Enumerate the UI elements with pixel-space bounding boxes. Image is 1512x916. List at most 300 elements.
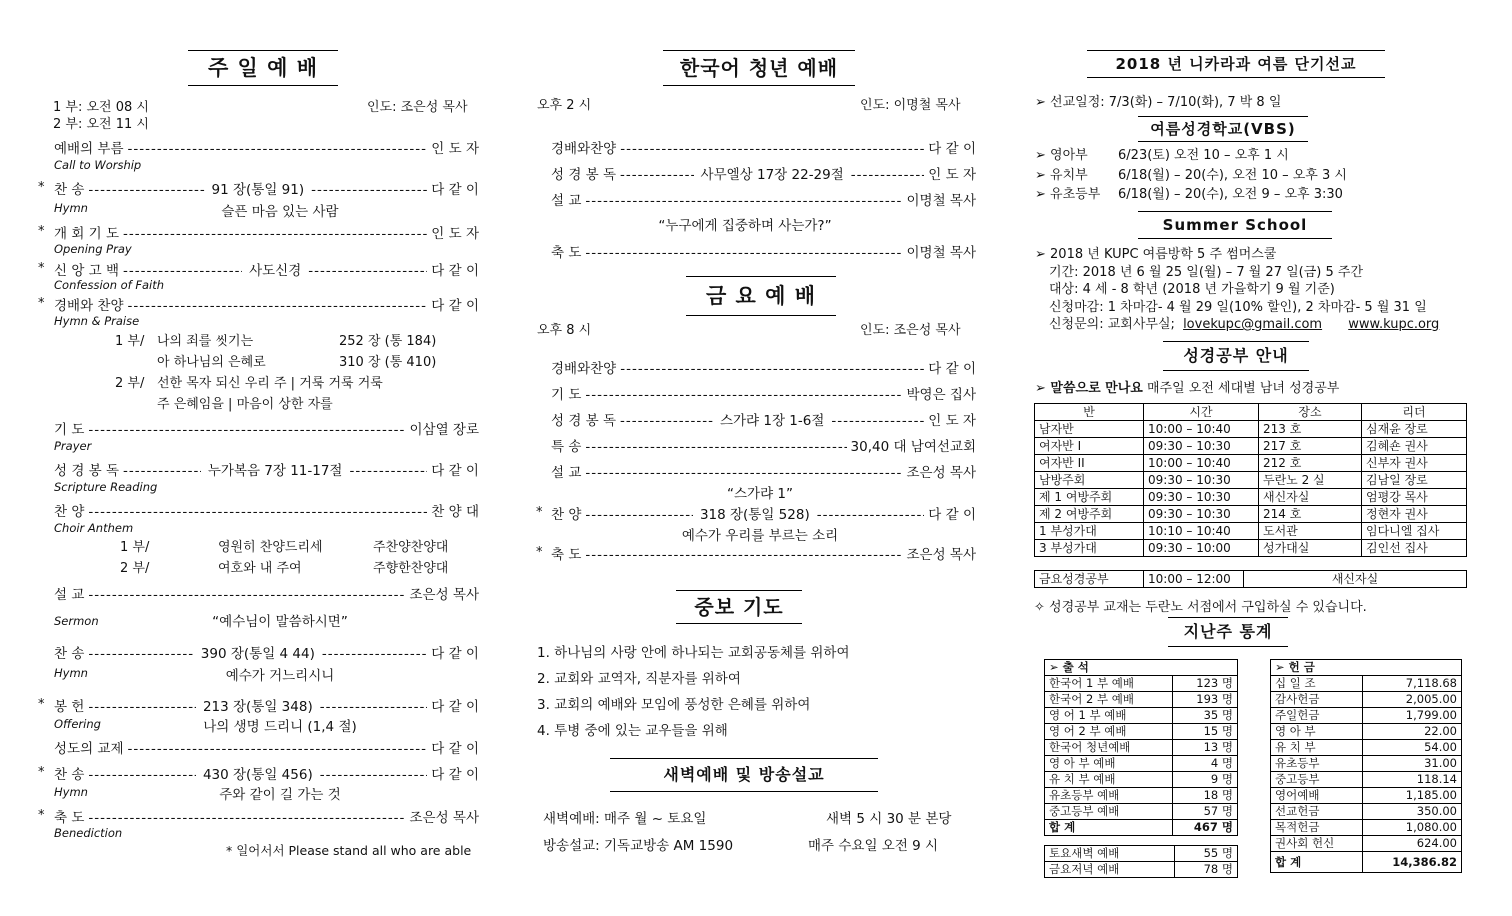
- dash-leader: [585, 193, 902, 209]
- praise-row: [115, 331, 436, 352]
- attendance-row: [1045, 862, 1238, 878]
- attendance-count: 467 명: [1172, 820, 1237, 836]
- praise-hymn-number: 252 장 (통 184): [339, 334, 437, 349]
- table-cell: 09:30 – 10:30: [1144, 489, 1259, 506]
- order-person: 인 도 자: [431, 226, 479, 242]
- praise-song: 주 은혜임을 | 마음이 상한 자를: [157, 397, 333, 412]
- arrow-icon: ➢: [1035, 247, 1051, 262]
- required-stand-icon: *: [38, 180, 45, 195]
- order-row: [551, 383, 976, 403]
- order-person: 박영은 집사: [906, 387, 976, 403]
- table-cell: 212 호: [1259, 455, 1362, 472]
- table-row: [1035, 540, 1467, 557]
- order-row: [54, 737, 479, 757]
- choir-part: 2 부/: [120, 561, 150, 576]
- required-stand-icon: *: [38, 296, 45, 311]
- table-cell: 남자반: [1035, 421, 1144, 438]
- summer-contact: 신청문의: 교회사무실;: [1049, 317, 1175, 332]
- offering-label: 유초등부: [1271, 756, 1363, 772]
- order-person: 다 같 이: [431, 182, 479, 198]
- order-subtitle: 슬픈 마음 있는 사람: [221, 204, 339, 220]
- offering-amount: 1,185.00: [1362, 788, 1461, 804]
- order-person: 찬 양 대: [431, 504, 479, 520]
- offering-label: 유 치 부: [1271, 740, 1363, 756]
- dash-leader: [349, 463, 427, 479]
- offering-row: [1271, 788, 1462, 804]
- dash-leader: [88, 504, 427, 520]
- diamond-icon: ✧: [1034, 600, 1050, 615]
- table-cell: 남방주회: [1035, 472, 1144, 489]
- choir-group: 주향한찬양대: [373, 561, 449, 576]
- order-label: 축 도: [54, 810, 85, 826]
- order-person: 조은성 목사: [906, 465, 976, 481]
- order-subtitle: “예수님이 말씀하시면”: [212, 614, 348, 630]
- order-detail: 누가복음 7장 11-17절: [207, 463, 343, 479]
- order-person: 조은성 목사: [906, 547, 976, 563]
- table-cell: 09:30 – 10:30: [1144, 438, 1259, 455]
- attendance-extra-table: [1044, 845, 1238, 878]
- youth-sermon-title: “누구에게 집중하며 사는가?”: [658, 218, 832, 234]
- table-cell: 09:30 – 10:30: [1144, 472, 1259, 489]
- dash-leader: [123, 263, 242, 279]
- sunday-title: 주 일 예 배: [188, 50, 338, 86]
- offering-title: 헌 금: [1288, 660, 1315, 674]
- order-person: 30,40 대 남여선교회: [850, 439, 976, 455]
- offering-row: [1271, 724, 1462, 740]
- offering-amount: 54.00: [1362, 740, 1461, 756]
- arrow-icon: ➢: [1035, 95, 1051, 110]
- table-row: [1035, 506, 1467, 523]
- order-row: [54, 642, 479, 662]
- attendance-label: 금요저녁 예배: [1045, 862, 1175, 878]
- dawn-title: 새벽예배 및 방송설교: [610, 758, 878, 792]
- order-label: 경배와 찬양: [54, 298, 124, 314]
- english-label: Hymn: [54, 666, 88, 680]
- arrow-icon: ➢: [1035, 167, 1051, 183]
- vbs-item: [1035, 185, 1347, 205]
- required-stand-icon: *: [38, 697, 45, 712]
- order-label: 예배의 부름: [54, 141, 124, 157]
- order-person: 다 같 이: [431, 699, 479, 715]
- attendance-row: [1045, 772, 1238, 788]
- attendance-row: [1045, 820, 1238, 836]
- english-label: Hymn & Praise: [54, 314, 140, 328]
- table-header: 시간: [1144, 404, 1259, 421]
- order-label: 성 경 봉 독: [551, 413, 617, 429]
- vbs-title: 여름성경학교(VBS): [1138, 116, 1308, 142]
- table-cell: 213 호: [1259, 421, 1362, 438]
- order-row: [54, 695, 479, 715]
- bible-subtitle-text: 매주일 오전 세대별 남녀 성경공부: [1147, 381, 1340, 396]
- table-row: [1035, 489, 1467, 506]
- friday-time: 10:00 – 12:00: [1144, 571, 1244, 588]
- intercession-list: [537, 640, 850, 744]
- order-subtitle: 예수가 거느리시니: [225, 668, 335, 684]
- dash-leader: [585, 387, 902, 403]
- english-label: Prayer: [54, 439, 92, 453]
- attendance-row: [1045, 708, 1238, 724]
- table-cell: 10:00 – 10:40: [1144, 421, 1259, 438]
- order-detail: 스가랴 1장 1-6절: [719, 413, 825, 429]
- choir-part: 1 부/: [120, 540, 150, 555]
- standing-note: * 일어서서 Please stand all who are able: [226, 843, 472, 858]
- vbs-item: [1035, 166, 1347, 186]
- table-cell: 도서관: [1259, 523, 1362, 540]
- order-person: 조은성 목사: [409, 587, 479, 603]
- order-row: [551, 241, 976, 261]
- vbs-dept: 유초등부: [1050, 187, 1101, 202]
- order-detail: 318 장(통일 528): [699, 507, 810, 523]
- attendance-label: 토요새벽 예배: [1045, 846, 1175, 862]
- dash-leader: [88, 182, 204, 198]
- offering-amount: 1,799.00: [1362, 708, 1461, 724]
- table-cell: 김인선 집사: [1362, 540, 1467, 557]
- dash-leader: [128, 141, 428, 157]
- table-cell: 엄평강 목사: [1362, 489, 1467, 506]
- order-row: [54, 178, 479, 198]
- attendance-row: [1045, 804, 1238, 820]
- dash-leader: [88, 699, 196, 715]
- praise-song: 나의 죄를 씻기는: [157, 334, 254, 349]
- order-person: 이삼열 장로: [409, 422, 479, 438]
- bible-note: [1034, 596, 1367, 615]
- table-cell: 1 부성가대: [1035, 523, 1144, 540]
- english-label: Opening Pray: [54, 242, 132, 256]
- attendance-count: 15 명: [1172, 724, 1237, 740]
- table-header: 장소: [1259, 404, 1362, 421]
- attendance-row: [1045, 692, 1238, 708]
- dash-leader: [128, 741, 428, 757]
- table-row: [1035, 523, 1467, 540]
- order-person: 다 같 이: [431, 298, 479, 314]
- order-detail: 213 장(통일 348): [202, 699, 313, 715]
- prayer-item: 4. 투병 중에 있는 교우들을 위해: [537, 723, 728, 739]
- offering-label: 권사회 헌신: [1271, 836, 1363, 852]
- vbs-date: 6/23(토) 오전 10 – 오후 1 시: [1118, 148, 1289, 163]
- offering-label: 선교헌금: [1271, 804, 1363, 820]
- offering-label: 중고등부: [1271, 772, 1363, 788]
- english-label: Hymn: [54, 785, 88, 799]
- dash-leader: [88, 767, 196, 783]
- order-person: 이명철 목사: [906, 245, 976, 261]
- mission-schedule: [1035, 91, 1281, 110]
- choir-song: 영원히 찬양드리세: [218, 540, 323, 555]
- attendance-count: 78 명: [1175, 862, 1238, 878]
- attendance-row: [1045, 846, 1238, 862]
- dash-leader: [88, 422, 405, 438]
- english-label: Scripture Reading: [54, 480, 158, 494]
- dash-leader: [620, 167, 694, 183]
- praise-row: [115, 373, 436, 394]
- praise-song: 아 하나님의 은혜로: [157, 355, 266, 370]
- summer-web-link[interactable]: www.kupc.org: [1348, 317, 1440, 332]
- attendance-title: 출 석: [1062, 660, 1089, 674]
- dash-leader: [320, 699, 428, 715]
- table-cell: 제 2 여방주회: [1035, 506, 1144, 523]
- intercession-title: 중보 기도: [676, 590, 802, 624]
- attendance-table: [1044, 659, 1238, 836]
- order-detail: 430 장(통일 456): [202, 767, 313, 783]
- offering-label: 영 아 부: [1271, 724, 1363, 740]
- table-cell: 09:30 – 10:30: [1144, 506, 1259, 523]
- order-label: 봉 헌: [54, 699, 85, 715]
- praise-list: [115, 331, 436, 415]
- bible-subtitle-bold: 말씀으로 만나요: [1050, 381, 1143, 396]
- dash-leader: [585, 465, 902, 481]
- order-label: 설 교: [551, 193, 582, 209]
- english-label: Choir Anthem: [54, 521, 134, 535]
- offering-row: [1271, 756, 1462, 772]
- dawn-schedule: 새벽예배: 매주 월 ~ 토요일: [543, 811, 707, 827]
- order-person: 다 같 이: [431, 263, 479, 279]
- vbs-list: [1035, 146, 1347, 205]
- summer-head: 2018 년 KUPC 여름방학 5 주 썸머스쿨: [1050, 247, 1277, 262]
- table-cell: 김혜숀 권사: [1362, 438, 1467, 455]
- order-row: [551, 543, 976, 563]
- summer-email-link[interactable]: lovekupc@gmail.com: [1183, 317, 1323, 332]
- attendance-label: 영 어 2 부 예배: [1045, 724, 1173, 740]
- attendance-row: [1045, 676, 1238, 692]
- required-stand-icon: *: [38, 224, 45, 239]
- attendance-count: 123 명: [1172, 676, 1237, 692]
- vbs-dept: 유치부: [1050, 167, 1088, 183]
- broadcast-time: 매주 수요일 오전 9 시: [808, 838, 939, 854]
- dash-leader: [88, 587, 405, 603]
- order-row: [54, 222, 479, 242]
- required-stand-icon: *: [38, 765, 45, 780]
- attendance-label: 영 어 1 부 예배: [1045, 708, 1173, 724]
- offering-amount: 350.00: [1362, 804, 1461, 820]
- attendance-row: [1045, 724, 1238, 740]
- table-cell: 임다니엘 집사: [1362, 523, 1467, 540]
- order-row: [551, 503, 976, 523]
- order-row: [551, 189, 976, 209]
- dash-leader: [322, 646, 427, 662]
- order-row: [551, 435, 976, 455]
- dash-leader: [851, 167, 925, 183]
- table-cell: 여자반 II: [1035, 455, 1144, 472]
- order-label: 특 송: [551, 439, 582, 455]
- order-person: 다 같 이: [431, 767, 479, 783]
- friday-place: 새신자실: [1244, 571, 1467, 588]
- offering-row: [1271, 692, 1462, 708]
- dash-leader: [123, 226, 427, 242]
- english-label: Hymn: [54, 201, 88, 215]
- table-cell: 09:30 – 10:00: [1144, 540, 1259, 557]
- dash-leader: [311, 182, 427, 198]
- order-row: [551, 357, 976, 377]
- attendance-count: 35 명: [1172, 708, 1237, 724]
- vbs-date: 6/18(월) – 20(수), 오전 9 – 오후 3:30: [1118, 187, 1343, 202]
- dash-leader: [585, 547, 902, 563]
- friday-hymn-name: 예수가 우리를 부르는 소리: [681, 528, 839, 544]
- attendance-count: 55 명: [1175, 846, 1238, 862]
- attendance-label: 유 치 부 예배: [1045, 772, 1173, 788]
- order-row: [551, 409, 976, 429]
- table-cell: 10:00 – 10:40: [1144, 455, 1259, 472]
- praise-row: [115, 394, 436, 415]
- summer-info: [1035, 246, 1439, 334]
- table-cell: 3 부성가대: [1035, 540, 1144, 557]
- order-person: 인 도 자: [928, 413, 976, 429]
- mission-schedule-text: 선교일정: 7/3(화) – 7/10(화), 7 박 8 일: [1050, 95, 1282, 110]
- order-label: 성 경 봉 독: [551, 167, 617, 183]
- summer-period: 기간: 2018 년 6 월 25 일(월) – 7 월 27 일(금) 5 주간: [1049, 264, 1364, 280]
- arrow-icon: ➢: [1035, 187, 1051, 202]
- sunday-time-1: 1 부: 오전 08 시: [53, 100, 149, 115]
- attendance-row: [1045, 756, 1238, 772]
- table-cell: 신부자 권사: [1362, 455, 1467, 472]
- order-label: 기 도: [54, 422, 85, 438]
- table-row: [1035, 455, 1467, 472]
- english-label: Offering: [54, 717, 101, 731]
- friday-sermon-title: “스가랴 1”: [727, 486, 793, 502]
- order-label: 축 도: [551, 547, 582, 563]
- attendance-row: [1045, 788, 1238, 804]
- attendance-count: 193 명: [1172, 692, 1237, 708]
- order-row: [54, 763, 479, 783]
- sunday-time-2: 2 부: 오전 11 시: [53, 117, 149, 132]
- attendance-count: 13 명: [1172, 740, 1237, 756]
- prayer-item: 3. 교회의 예배와 모임에 풍성한 은혜를 위하여: [537, 697, 811, 713]
- dash-leader: [320, 767, 428, 783]
- friday-bible-table: [1034, 570, 1467, 588]
- attendance-row: [1045, 740, 1238, 756]
- choir-list: [120, 537, 448, 579]
- praise-row: [115, 352, 436, 373]
- offering-label: 십 일 조: [1271, 676, 1363, 692]
- order-row: [54, 294, 479, 314]
- stats-title: 지난주 통계: [1168, 617, 1288, 647]
- table-cell: 정현자 권사: [1362, 506, 1467, 523]
- friday-class: 금요성경공부: [1035, 571, 1144, 588]
- mission-title: 2018 년 니카라과 여름 단기선교: [1087, 50, 1385, 78]
- order-person: 다 같 이: [928, 361, 976, 377]
- dash-leader: [620, 361, 924, 377]
- dash-leader: [123, 463, 201, 479]
- attendance-count: 4 명: [1172, 756, 1237, 772]
- order-person: 다 같 이: [431, 646, 479, 662]
- order-person: 다 같 이: [431, 463, 479, 479]
- broadcast-station: 방송설교: 기독교방송 AM 1590: [543, 838, 734, 854]
- dash-leader: [831, 413, 924, 429]
- table-cell: 심재윤 장로: [1362, 421, 1467, 438]
- dash-leader: [308, 263, 427, 279]
- friday-title: 금 요 예 배: [686, 276, 836, 316]
- order-person: 다 같 이: [928, 141, 976, 157]
- order-row: [54, 806, 479, 826]
- attendance-count: 57 명: [1172, 804, 1237, 820]
- offering-row: [1271, 740, 1462, 756]
- table-row: [1035, 421, 1467, 438]
- attendance-count: 18 명: [1172, 788, 1237, 804]
- order-label: 경배와찬양: [551, 141, 617, 157]
- offering-amount: 22.00: [1362, 724, 1461, 740]
- vbs-dept: 영아부: [1050, 148, 1088, 163]
- praise-part: [115, 394, 157, 415]
- order-label: 찬 양: [54, 504, 85, 520]
- dash-leader: [88, 810, 405, 826]
- bible-title: 성경공부 안내: [1163, 341, 1309, 371]
- english-label: Call to Worship: [54, 158, 142, 172]
- offering-row: [1271, 772, 1462, 788]
- order-row: [54, 418, 479, 438]
- bible-subtitle: [1035, 377, 1339, 396]
- youth-leader: 인도: 이명철 목사: [860, 98, 961, 113]
- bible-table: [1034, 403, 1467, 557]
- order-detail: 사무엘상 17장 22-29절: [700, 167, 844, 183]
- choir-group: 주찬양찬양대: [373, 540, 449, 555]
- offering-row: [1271, 708, 1462, 724]
- order-person: 인 도 자: [431, 141, 479, 157]
- offering-amount: 1,080.00: [1362, 820, 1461, 836]
- youth-title: 한국어 청년 예배: [663, 50, 855, 86]
- order-person: 조은성 목사: [409, 810, 479, 826]
- dash-leader: [817, 507, 925, 523]
- order-subtitle: 나의 생명 드리니 (1,4 절): [203, 719, 357, 735]
- order-row: [54, 583, 479, 603]
- praise-part: 1 부/: [115, 334, 145, 349]
- order-label: 성 경 봉 독: [54, 463, 120, 479]
- order-label: 개 회 기 도: [54, 226, 120, 242]
- offering-row: [1271, 836, 1462, 852]
- attendance-count: 9 명: [1172, 772, 1237, 788]
- offering-label: 목적헌금: [1271, 820, 1363, 836]
- prayer-item: 2. 교회와 교역자, 직분자를 위하여: [537, 671, 741, 687]
- order-label: 기 도: [551, 387, 582, 403]
- arrow-icon: ➢: [1035, 148, 1051, 163]
- offering-total-value: 14,386.82: [1362, 852, 1461, 873]
- choir-song: 여호와 내 주여: [218, 561, 302, 576]
- order-label: 찬 양: [551, 507, 582, 523]
- order-row: [54, 459, 479, 479]
- order-row: [54, 500, 479, 520]
- vbs-item: [1035, 146, 1347, 166]
- offering-amount: 2,005.00: [1362, 692, 1461, 708]
- choir-row: [120, 537, 448, 558]
- vbs-date: 6/18(월) – 20(수), 오전 10 – 오후 3 시: [1118, 167, 1347, 183]
- offering-label: 감사헌금: [1271, 692, 1363, 708]
- table-row: [1035, 438, 1467, 455]
- english-label: Sermon: [54, 614, 99, 628]
- english-label: Benediction: [54, 826, 123, 840]
- table-cell: 10:10 – 10:40: [1144, 523, 1259, 540]
- dash-leader: [128, 298, 428, 314]
- praise-part: [115, 352, 157, 373]
- attendance-label: 한국어 1 부 예배: [1045, 676, 1173, 692]
- sunday-leader: 인도: 조은성 목사: [367, 100, 468, 115]
- order-detail: 사도신경: [249, 263, 302, 279]
- dash-leader: [585, 439, 846, 455]
- summer-target: 대상: 4 세 - 8 학년 (2018 년 가을학기 9 월 기준): [1049, 282, 1335, 297]
- table-cell: 217 호: [1259, 438, 1362, 455]
- required-stand-icon: *: [536, 505, 543, 520]
- order-row: [551, 137, 976, 157]
- table-header: 반: [1035, 404, 1144, 421]
- dawn-place: 새벽 5 시 30 분 본당: [826, 811, 952, 827]
- friday-leader: 인도: 조은성 목사: [860, 323, 961, 338]
- order-row: [551, 461, 976, 481]
- table-cell: 새신자실: [1259, 489, 1362, 506]
- offering-amount: 7,118.68: [1362, 676, 1461, 692]
- praise-hymn-number: 310 장 (통 410): [339, 355, 437, 370]
- arrow-icon: ➢: [1275, 660, 1289, 674]
- offering-row: [1271, 804, 1462, 820]
- attendance-label: 유초등부 예배: [1045, 788, 1173, 804]
- required-stand-icon: *: [38, 808, 45, 823]
- offering-row: [1271, 820, 1462, 836]
- table-row: [1035, 472, 1467, 489]
